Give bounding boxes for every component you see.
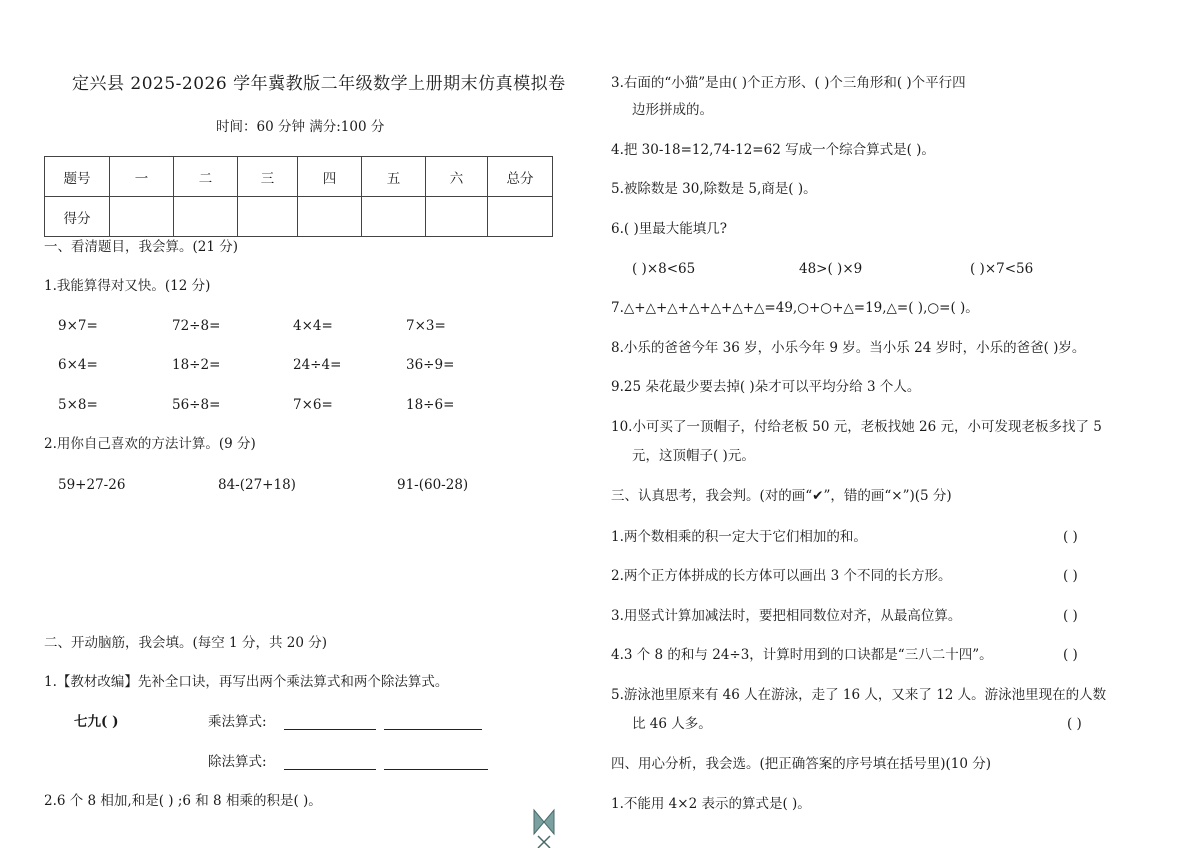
q6-item: 48>( )×9 — [799, 261, 863, 277]
calc-item: 72÷8= — [172, 318, 221, 334]
q6-item: ( )×7<56 — [970, 261, 1034, 277]
div-answer-line[interactable] — [384, 769, 488, 770]
table-header-cell: 二 — [174, 157, 238, 197]
s2-q9: 9.25 朵花最少要去掉( )朵才可以平均分给 3 个人。 — [611, 379, 921, 395]
score-cell[interactable] — [488, 197, 553, 237]
s2-q1: 1.【教材改编】先补全口诀，再写出两个乘法算式和两个除法算式。 — [44, 674, 449, 690]
table-header-cell: 六 — [426, 157, 488, 197]
s2-q10-line1: 10.小可买了一顶帽子，付给老板 50 元，老板找她 26 元，小可发现老板多找了 5 — [611, 419, 1102, 435]
judge-item: 4.3 个 8 的和与 24÷3，计算时用到的口诀都是“三八二十四”。 — [611, 647, 993, 663]
q6-item: ( )×8<65 — [632, 261, 696, 277]
q2-title: 2.用你自己喜欢的方法计算。(9 分) — [44, 436, 256, 452]
judge-answer-paren[interactable]: ( ) — [1063, 608, 1078, 624]
judge-item: 3.用竖式计算加减法时，要把相同数位对齐，从最高位算。 — [611, 608, 962, 624]
s2-q6: 6.( )里最大能填几? — [611, 221, 727, 237]
score-cell[interactable] — [298, 197, 362, 237]
table-header-cell: 题号 — [45, 157, 110, 197]
table-header-cell: 四 — [298, 157, 362, 197]
mult-answer-line[interactable] — [384, 729, 482, 730]
judge-item: 2.两个正方体拼成的长方体可以画出 3 个不同的长方形。 — [611, 568, 952, 584]
calc-expression: 91-(60-28) — [397, 477, 469, 493]
judge-answer-paren[interactable]: ( ) — [1067, 716, 1082, 732]
calc-item: 18÷6= — [406, 397, 455, 413]
section-2-title: 二、开动脑筋，我会填。(每空 1 分，共 20 分) — [44, 635, 327, 651]
mult-label: 乘法算式: — [208, 714, 267, 730]
table-header-cell: 三 — [238, 157, 298, 197]
calc-item: 24÷4= — [293, 357, 342, 373]
section-3-title: 三、认真思考，我会判。(对的画“✔”，错的画“×”)(5 分) — [611, 488, 952, 504]
calc-item: 6×4= — [58, 357, 98, 373]
judge-item: 1.两个数相乘的积一定大于它们相加的和。 — [611, 529, 867, 545]
exam-time-line: 时间：60 分钟 满分:100 分 — [216, 119, 385, 135]
div-answer-line[interactable] — [284, 769, 376, 770]
calc-item: 7×3= — [406, 318, 446, 334]
s2-q4: 4.把 30-18=12,74-12=62 写成一个综合算式是( )。 — [611, 142, 935, 158]
judge-item-5-line1: 5.游泳池里原来有 46 人在游泳，走了 16 人，又来了 12 人。游泳池里现在的人数 — [611, 687, 1107, 703]
calc-item: 36÷9= — [406, 357, 455, 373]
judge-answer-paren[interactable]: ( ) — [1063, 568, 1078, 584]
s2-q8: 8.小乐的爸爸今年 36 岁，小乐今年 9 岁。当小乐 24 岁时，小乐的爸爸( )岁。 — [611, 340, 1086, 356]
calc-item: 56÷8= — [172, 397, 221, 413]
koujue-blank: 七九( ) — [74, 714, 119, 730]
table-score-label: 得分 — [45, 197, 110, 237]
mult-answer-line[interactable] — [284, 729, 376, 730]
judge-answer-paren[interactable]: ( ) — [1063, 647, 1078, 663]
table-header-cell: 一 — [110, 157, 174, 197]
judge-answer-paren[interactable]: ( ) — [1063, 529, 1078, 545]
s2-q2: 2.6 个 8 相加,和是( ) ;6 和 8 相乘的积是( )。 — [44, 793, 322, 809]
score-cell[interactable] — [238, 197, 298, 237]
calc-expression: 84-(27+18) — [218, 477, 296, 493]
section-1-title: 一、看清题目，我会算。(21 分) — [44, 239, 239, 255]
calc-item: 4×4= — [293, 318, 333, 334]
score-cell[interactable] — [174, 197, 238, 237]
s2-q5: 5.被除数是 30,除数是 5,商是( )。 — [611, 181, 817, 197]
judge-item-5-line2: 比 46 人多。 — [632, 716, 712, 732]
watermark-logo-icon — [532, 808, 556, 848]
s2-q3-line2: 边形拼成的。 — [632, 102, 713, 118]
score-table — [44, 156, 553, 237]
s2-q7: 7.△+△+△+△+△+△+△=49,○+○+△=19,△=( ),○=( )。 — [611, 300, 979, 316]
score-cell[interactable] — [362, 197, 426, 237]
s4-q1: 1.不能用 4×2 表示的算式是( )。 — [611, 796, 811, 812]
section-4-title: 四、用心分析，我会选。(把正确答案的序号填在括号里)(10 分) — [611, 756, 992, 772]
div-label: 除法算式: — [208, 754, 267, 770]
calc-item: 5×8= — [58, 397, 98, 413]
s2-q3-line1: 3.右面的“小猫”是由( )个正方形、( )个三角形和( )个平行四 — [611, 75, 966, 91]
s2-q10-line2: 元，这顶帽子( )元。 — [632, 448, 755, 464]
calc-expression: 59+27-26 — [58, 477, 126, 493]
table-header-cell: 总分 — [488, 157, 553, 197]
score-cell[interactable] — [426, 197, 488, 237]
calc-item: 7×6= — [293, 397, 333, 413]
q1-title: 1.我能算得对又快。(12 分) — [44, 278, 211, 294]
exam-title: 定兴县 2025-2026 学年冀教版二年级数学上册期末仿真模拟卷 — [72, 74, 566, 94]
calc-item: 9×7= — [58, 318, 98, 334]
score-cell[interactable] — [110, 197, 174, 237]
calc-item: 18÷2= — [172, 357, 221, 373]
table-header-cell: 五 — [362, 157, 426, 197]
